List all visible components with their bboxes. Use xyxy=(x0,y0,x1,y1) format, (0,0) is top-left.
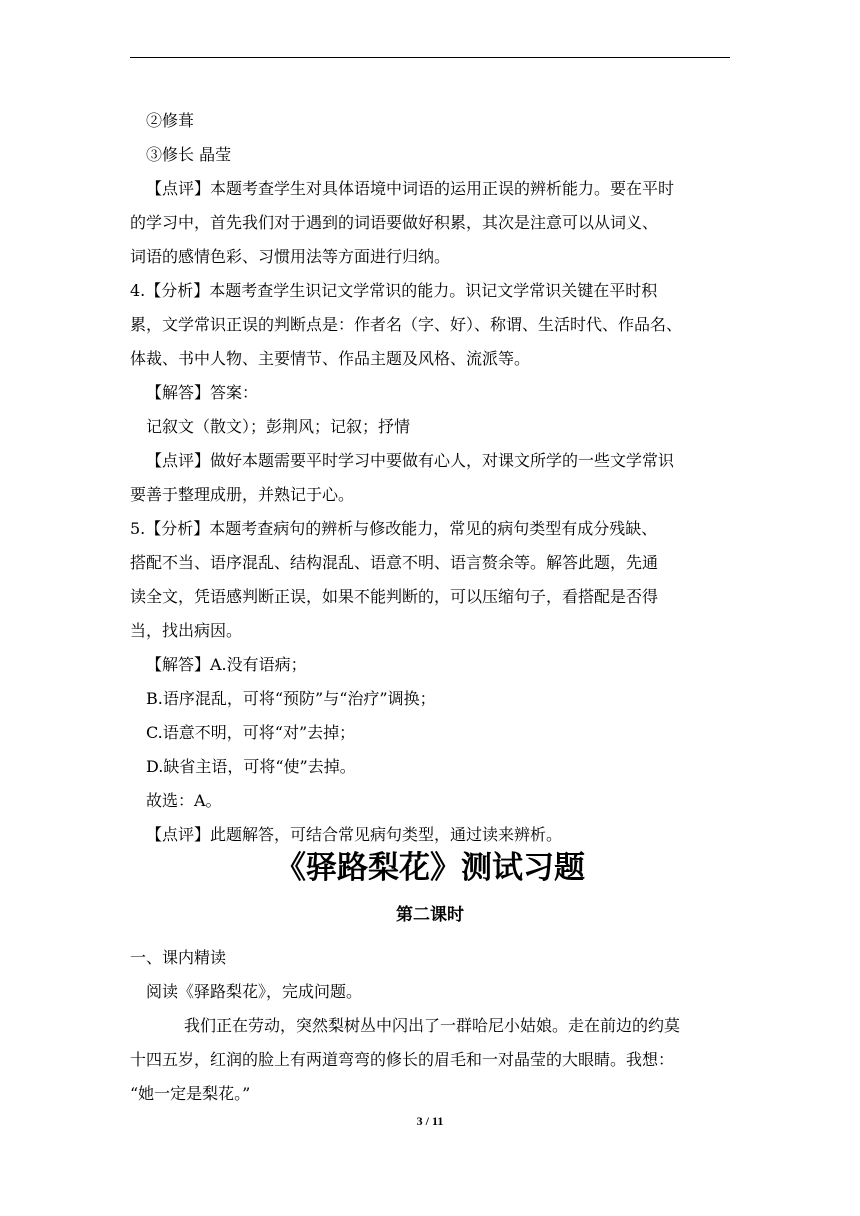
document-title: 《驿路梨花》测试习题 xyxy=(275,850,585,886)
solution-line: D.缺省主语，可将“使”去掉。 xyxy=(146,757,356,776)
analysis-line: 体裁、书中人物、主要情节、作品主题及风格、流派等。 xyxy=(130,349,531,368)
header-rule xyxy=(130,57,730,58)
passage-line: “她一定是梨花。” xyxy=(130,1084,251,1103)
solution-line: 【解答】答案： xyxy=(146,383,259,402)
solution-line: 记叙文（散文）；彭荆风；记叙；抒情 xyxy=(146,417,411,436)
section-heading: 一、课内精读 xyxy=(130,948,227,967)
solution-line: B.语序混乱，可将“预防”与“治疗”调换； xyxy=(146,689,436,708)
answer-line: ③修长 晶莹 xyxy=(146,145,232,164)
analysis-line: 5.【分析】本题考查病句的辨析与修改能力，常见的病句类型有成分残缺、 xyxy=(130,519,658,538)
analysis-line: 搭配不当、语序混乱、结构混乱、语意不明、语言赘余等。解答此题，先通 xyxy=(130,553,659,572)
comment-line: 的学习中，首先我们对于遇到的词语要做好积累，其次是注意可以从词义、 xyxy=(130,213,659,232)
analysis-line: 累，文学常识正误的判断点是：作者名（字、好）、称谓、生活时代、作品名、 xyxy=(130,315,683,334)
analysis-line: 4.【分析】本题考查学生识记文学常识的能力。识记文学常识关键在平时积 xyxy=(130,281,658,300)
passage-line: 我们正在劳动，突然梨树丛中闪出了一群哈尼小姑娘。走在前边的约莫 xyxy=(184,1016,681,1035)
comment-line: 【点评】做好本题需要平时学习中要做有心人，对课文所学的一些文学常识 xyxy=(146,451,675,470)
analysis-line: 当，找出病因。 xyxy=(130,621,243,640)
passage-line: 十四五岁，红润的脸上有两道弯弯的修长的眉毛和一对晶莹的大眼睛。我想： xyxy=(130,1050,675,1069)
document-subtitle: 第二课时 xyxy=(396,905,464,925)
page-number: 3 / 11 xyxy=(416,1114,444,1128)
comment-line: 词语的感情色彩、习惯用法等方面进行归纳。 xyxy=(130,247,451,266)
comment-line: 【点评】此题解答，可结合常见病句类型，通过读来辨析。 xyxy=(146,825,563,844)
solution-line: 【解答】A.没有语病； xyxy=(146,655,307,674)
solution-line: 故选：A。 xyxy=(146,791,222,810)
solution-line: C.语意不明，可将“对”去掉； xyxy=(146,723,356,742)
comment-line: 要善于整理成册，并熟记于心。 xyxy=(130,485,355,504)
analysis-line: 读全文，凭语感判断正误，如果不能判断的，可以压缩句子，看搭配是否得 xyxy=(130,587,659,606)
comment-line: 【点评】本题考查学生对具体语境中词语的运用正误的辨析能力。要在平时 xyxy=(146,179,675,198)
answer-line: ②修葺 xyxy=(146,111,195,130)
instruction-line: 阅读《驿路梨花》，完成问题。 xyxy=(146,982,363,1001)
